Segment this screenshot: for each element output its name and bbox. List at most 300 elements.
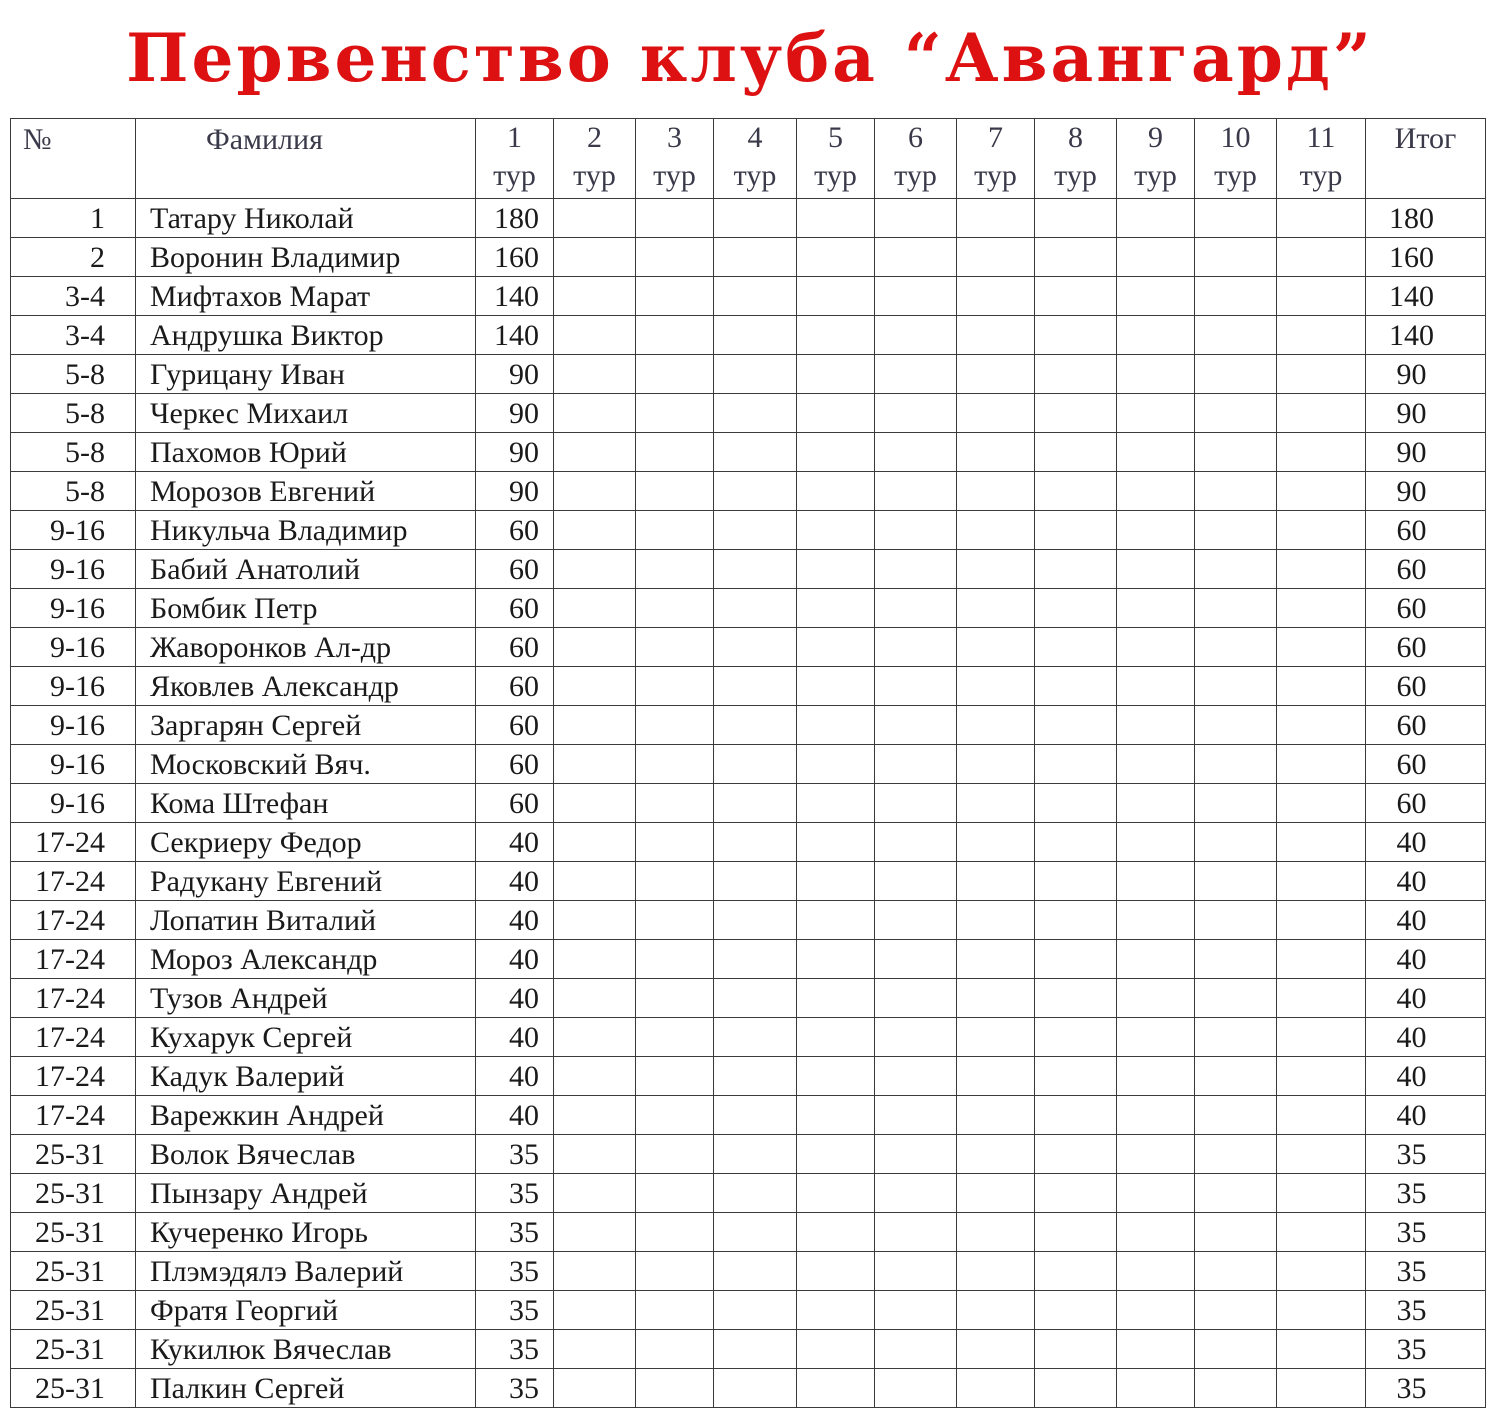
round-11-score-cell — [1277, 1057, 1366, 1096]
table-row — [11, 394, 1486, 433]
total-cell: 40 — [1366, 823, 1486, 862]
round-5-score-cell — [797, 901, 875, 940]
header-round-9 — [1117, 119, 1195, 199]
round-7-score-cell — [957, 667, 1035, 706]
table-row — [11, 238, 1486, 277]
place-cell: 17-24 — [11, 901, 136, 940]
round-7-score-cell — [957, 355, 1035, 394]
round-number: 4 — [747, 121, 763, 154]
round-1-score-cell: 40 — [476, 862, 554, 901]
round-5-score-cell — [797, 979, 875, 1018]
round-1-score-cell: 40 — [476, 979, 554, 1018]
round-1-score-cell: 60 — [476, 628, 554, 667]
place-cell: 2 — [11, 238, 136, 277]
place-cell: 25-31 — [11, 1369, 136, 1408]
table-row — [11, 355, 1486, 394]
round-7-score-cell — [957, 238, 1035, 277]
round-5-score-cell — [797, 1330, 875, 1369]
round-9-score-cell — [1117, 940, 1195, 979]
name-cell: Лопатин Виталий — [136, 901, 476, 940]
round-7-score-cell — [957, 394, 1035, 433]
round-7-score-cell — [957, 589, 1035, 628]
round-8-score-cell — [1035, 940, 1117, 979]
table-header — [11, 119, 1486, 199]
round-4-score-cell — [714, 355, 797, 394]
round-9-score-cell — [1117, 277, 1195, 316]
header-round-4 — [714, 119, 797, 199]
round-9-score-cell — [1117, 706, 1195, 745]
round-1-score-cell: 35 — [476, 1252, 554, 1291]
round-5-score-cell — [797, 1135, 875, 1174]
round-2-score-cell — [554, 745, 636, 784]
round-11-score-cell — [1277, 277, 1366, 316]
round-7-score-cell — [957, 823, 1035, 862]
round-1-score-cell: 40 — [476, 1096, 554, 1135]
round-8-score-cell — [1035, 1057, 1117, 1096]
round-3-score-cell — [636, 1018, 714, 1057]
name-cell: Яковлев Александр — [136, 667, 476, 706]
round-2-score-cell — [554, 355, 636, 394]
round-3-score-cell — [636, 745, 714, 784]
round-7-score-cell — [957, 1174, 1035, 1213]
header-surname: Фамилия — [136, 119, 476, 199]
name-cell: Варежкин Андрей — [136, 1096, 476, 1135]
total-cell: 35 — [1366, 1135, 1486, 1174]
round-7-score-cell — [957, 199, 1035, 238]
round-10-score-cell — [1195, 433, 1277, 472]
round-1-score-cell: 140 — [476, 316, 554, 355]
total-cell: 60 — [1366, 589, 1486, 628]
round-10-score-cell — [1195, 238, 1277, 277]
round-11-score-cell — [1277, 1291, 1366, 1330]
round-8-score-cell — [1035, 1291, 1117, 1330]
table-row — [11, 316, 1486, 355]
round-5-score-cell — [797, 316, 875, 355]
round-9-score-cell — [1117, 745, 1195, 784]
table-row — [11, 1252, 1486, 1291]
round-11-score-cell — [1277, 862, 1366, 901]
place-cell: 25-31 — [11, 1135, 136, 1174]
round-4-score-cell — [714, 901, 797, 940]
round-6-score-cell — [875, 1369, 957, 1408]
table-row — [11, 1057, 1486, 1096]
round-2-score-cell — [554, 394, 636, 433]
round-10-score-cell — [1195, 355, 1277, 394]
round-5-score-cell — [797, 940, 875, 979]
header-round-5 — [797, 119, 875, 199]
place-cell: 17-24 — [11, 979, 136, 1018]
round-7-score-cell — [957, 1369, 1035, 1408]
round-8-score-cell — [1035, 706, 1117, 745]
name-cell: Плэмэдялэ Валерий — [136, 1252, 476, 1291]
name-cell: Тузов Андрей — [136, 979, 476, 1018]
round-10-score-cell — [1195, 1213, 1277, 1252]
round-4-score-cell — [714, 1291, 797, 1330]
round-9-score-cell — [1117, 511, 1195, 550]
round-5-score-cell — [797, 784, 875, 823]
round-3-score-cell — [636, 199, 714, 238]
round-suffix: тур — [1134, 159, 1177, 192]
round-10-score-cell — [1195, 1135, 1277, 1174]
round-10-score-cell — [1195, 823, 1277, 862]
round-6-score-cell — [875, 238, 957, 277]
round-8-score-cell — [1035, 901, 1117, 940]
table-row — [11, 1135, 1486, 1174]
total-cell: 160 — [1366, 238, 1486, 277]
total-cell: 140 — [1366, 316, 1486, 355]
round-10-score-cell — [1195, 550, 1277, 589]
header-row — [11, 119, 1486, 199]
round-3-score-cell — [636, 1135, 714, 1174]
round-2-score-cell — [554, 1057, 636, 1096]
round-6-score-cell — [875, 1057, 957, 1096]
round-7-score-cell — [957, 316, 1035, 355]
round-1-score-cell: 35 — [476, 1174, 554, 1213]
round-7-score-cell — [957, 940, 1035, 979]
place-cell: 25-31 — [11, 1174, 136, 1213]
round-7-score-cell — [957, 1291, 1035, 1330]
round-11-score-cell — [1277, 1213, 1366, 1252]
round-2-score-cell — [554, 1174, 636, 1213]
round-10-score-cell — [1195, 1291, 1277, 1330]
table-row — [11, 628, 1486, 667]
round-1-score-cell: 60 — [476, 745, 554, 784]
round-1-score-cell: 60 — [476, 511, 554, 550]
table-row — [11, 1174, 1486, 1213]
place-cell: 25-31 — [11, 1213, 136, 1252]
place-cell: 9-16 — [11, 589, 136, 628]
round-4-score-cell — [714, 433, 797, 472]
round-4-score-cell — [714, 1174, 797, 1213]
table-row — [11, 472, 1486, 511]
round-11-score-cell — [1277, 940, 1366, 979]
round-2-score-cell — [554, 823, 636, 862]
name-cell: Пахомов Юрий — [136, 433, 476, 472]
round-4-score-cell — [714, 511, 797, 550]
round-4-score-cell — [714, 940, 797, 979]
round-2-score-cell — [554, 316, 636, 355]
total-cell: 90 — [1366, 472, 1486, 511]
round-11-score-cell — [1277, 199, 1366, 238]
round-5-score-cell — [797, 1252, 875, 1291]
round-6-score-cell — [875, 199, 957, 238]
round-11-score-cell — [1277, 550, 1366, 589]
round-number: 2 — [587, 121, 602, 154]
table-row — [11, 901, 1486, 940]
round-suffix: тур — [1054, 159, 1097, 192]
round-10-score-cell — [1195, 706, 1277, 745]
round-3-score-cell — [636, 1057, 714, 1096]
round-9-score-cell — [1117, 1057, 1195, 1096]
round-11-score-cell — [1277, 745, 1366, 784]
round-10-score-cell — [1195, 745, 1277, 784]
total-cell: 35 — [1366, 1174, 1486, 1213]
round-3-score-cell — [636, 1330, 714, 1369]
table-row — [11, 277, 1486, 316]
round-1-score-cell: 90 — [476, 472, 554, 511]
header-total-label: Итог — [1394, 122, 1457, 155]
round-9-score-cell — [1117, 472, 1195, 511]
round-5-score-cell — [797, 706, 875, 745]
round-11-score-cell — [1277, 1174, 1366, 1213]
round-number: 1 — [507, 121, 522, 154]
round-11-score-cell — [1277, 823, 1366, 862]
round-1-score-cell: 40 — [476, 940, 554, 979]
round-10-score-cell — [1195, 511, 1277, 550]
round-2-score-cell — [554, 1213, 636, 1252]
round-8-score-cell — [1035, 433, 1117, 472]
round-11-score-cell — [1277, 394, 1366, 433]
name-cell: Секриеру Федор — [136, 823, 476, 862]
round-8-score-cell — [1035, 589, 1117, 628]
name-cell: Татару Николай — [136, 199, 476, 238]
round-4-score-cell — [714, 745, 797, 784]
total-cell: 35 — [1366, 1330, 1486, 1369]
round-8-score-cell — [1035, 1018, 1117, 1057]
round-8-score-cell — [1035, 1330, 1117, 1369]
header-round-7 — [957, 119, 1035, 199]
round-11-score-cell — [1277, 1369, 1366, 1408]
total-cell: 90 — [1366, 394, 1486, 433]
round-3-score-cell — [636, 901, 714, 940]
round-4-score-cell — [714, 589, 797, 628]
round-3-score-cell — [636, 1291, 714, 1330]
round-7-score-cell — [957, 706, 1035, 745]
round-10-score-cell — [1195, 589, 1277, 628]
total-cell: 90 — [1366, 433, 1486, 472]
round-1-score-cell: 140 — [476, 277, 554, 316]
table-row — [11, 784, 1486, 823]
round-6-score-cell — [875, 1291, 957, 1330]
round-10-score-cell — [1195, 862, 1277, 901]
round-1-score-cell: 60 — [476, 589, 554, 628]
round-3-score-cell — [636, 1213, 714, 1252]
round-6-score-cell — [875, 979, 957, 1018]
round-6-score-cell — [875, 277, 957, 316]
header-number: № — [11, 119, 136, 199]
place-cell: 17-24 — [11, 823, 136, 862]
round-9-score-cell — [1117, 316, 1195, 355]
round-2-score-cell — [554, 979, 636, 1018]
name-cell: Фратя Георгий — [136, 1291, 476, 1330]
round-number: 3 — [667, 121, 682, 154]
round-4-score-cell — [714, 472, 797, 511]
round-11-score-cell — [1277, 1096, 1366, 1135]
round-3-score-cell — [636, 628, 714, 667]
round-2-score-cell — [554, 550, 636, 589]
round-6-score-cell — [875, 1135, 957, 1174]
round-3-score-cell — [636, 1174, 714, 1213]
round-5-score-cell — [797, 472, 875, 511]
round-10-score-cell — [1195, 316, 1277, 355]
round-5-score-cell — [797, 1096, 875, 1135]
round-1-score-cell: 40 — [476, 823, 554, 862]
table-row — [11, 589, 1486, 628]
round-4-score-cell — [714, 784, 797, 823]
round-3-score-cell — [636, 940, 714, 979]
round-number: 6 — [908, 121, 923, 154]
round-11-score-cell — [1277, 901, 1366, 940]
name-cell: Бабий Анатолий — [136, 550, 476, 589]
round-5-score-cell — [797, 433, 875, 472]
round-2-score-cell — [554, 238, 636, 277]
round-4-score-cell — [714, 238, 797, 277]
round-suffix: тур — [814, 159, 857, 192]
total-cell: 40 — [1366, 940, 1486, 979]
round-4-score-cell — [714, 550, 797, 589]
place-cell: 9-16 — [11, 667, 136, 706]
round-10-score-cell — [1195, 1252, 1277, 1291]
round-9-score-cell — [1117, 1135, 1195, 1174]
round-6-score-cell — [875, 1018, 957, 1057]
round-9-score-cell — [1117, 355, 1195, 394]
round-9-score-cell — [1117, 1018, 1195, 1057]
total-cell: 35 — [1366, 1291, 1486, 1330]
place-cell: 3-4 — [11, 277, 136, 316]
total-cell: 60 — [1366, 628, 1486, 667]
round-6-score-cell — [875, 394, 957, 433]
round-11-score-cell — [1277, 628, 1366, 667]
round-5-score-cell — [797, 1174, 875, 1213]
round-3-score-cell — [636, 589, 714, 628]
table-row — [11, 511, 1486, 550]
round-7-score-cell — [957, 1135, 1035, 1174]
round-1-score-cell: 60 — [476, 667, 554, 706]
total-cell: 180 — [1366, 199, 1486, 238]
place-cell: 9-16 — [11, 628, 136, 667]
table-row — [11, 1213, 1486, 1252]
table-row — [11, 979, 1486, 1018]
round-2-score-cell — [554, 940, 636, 979]
round-6-score-cell — [875, 550, 957, 589]
round-3-score-cell — [636, 1369, 714, 1408]
table-row — [11, 433, 1486, 472]
round-3-score-cell — [636, 1252, 714, 1291]
total-cell: 35 — [1366, 1369, 1486, 1408]
place-cell: 9-16 — [11, 706, 136, 745]
place-cell: 5-8 — [11, 472, 136, 511]
header-round-1 — [476, 119, 554, 199]
table-row — [11, 550, 1486, 589]
round-10-score-cell — [1195, 1174, 1277, 1213]
round-2-score-cell — [554, 1096, 636, 1135]
round-2-score-cell — [554, 1018, 636, 1057]
round-7-score-cell — [957, 1252, 1035, 1291]
round-2-score-cell — [554, 1252, 636, 1291]
round-8-score-cell — [1035, 1174, 1117, 1213]
name-cell: Жаворонков Ал-др — [136, 628, 476, 667]
round-8-score-cell — [1035, 511, 1117, 550]
round-3-score-cell — [636, 784, 714, 823]
round-2-score-cell — [554, 1330, 636, 1369]
name-cell: Гурицану Иван — [136, 355, 476, 394]
round-8-score-cell — [1035, 277, 1117, 316]
round-6-score-cell — [875, 745, 957, 784]
round-1-score-cell: 90 — [476, 433, 554, 472]
name-cell: Кухарук Сергей — [136, 1018, 476, 1057]
total-cell: 40 — [1366, 1018, 1486, 1057]
total-cell: 40 — [1366, 1057, 1486, 1096]
round-2-score-cell — [554, 1135, 636, 1174]
round-3-score-cell — [636, 823, 714, 862]
round-1-score-cell: 90 — [476, 355, 554, 394]
round-3-score-cell — [636, 394, 714, 433]
round-4-score-cell — [714, 1135, 797, 1174]
round-7-score-cell — [957, 745, 1035, 784]
name-cell: Кукилюк Вячеслав — [136, 1330, 476, 1369]
round-8-score-cell — [1035, 784, 1117, 823]
round-5-score-cell — [797, 862, 875, 901]
header-round-6 — [875, 119, 957, 199]
round-4-score-cell — [714, 979, 797, 1018]
name-cell: Кучеренко Игорь — [136, 1213, 476, 1252]
total-cell: 60 — [1366, 511, 1486, 550]
round-10-score-cell — [1195, 1057, 1277, 1096]
round-8-score-cell — [1035, 1252, 1117, 1291]
total-cell: 140 — [1366, 277, 1486, 316]
round-3-score-cell — [636, 667, 714, 706]
round-5-score-cell — [797, 628, 875, 667]
round-2-score-cell — [554, 1291, 636, 1330]
round-11-score-cell — [1277, 1018, 1366, 1057]
table-row — [11, 823, 1486, 862]
round-6-score-cell — [875, 628, 957, 667]
round-3-score-cell — [636, 862, 714, 901]
round-5-score-cell — [797, 823, 875, 862]
round-4-score-cell — [714, 1213, 797, 1252]
place-cell: 5-8 — [11, 394, 136, 433]
round-suffix: тур — [493, 159, 536, 192]
header-round-8 — [1035, 119, 1117, 199]
name-cell: Волок Вячеслав — [136, 1135, 476, 1174]
round-3-score-cell — [636, 511, 714, 550]
place-cell: 17-24 — [11, 1096, 136, 1135]
place-cell: 17-24 — [11, 1018, 136, 1057]
round-1-score-cell: 90 — [476, 394, 554, 433]
name-cell: Мороз Александр — [136, 940, 476, 979]
round-5-score-cell — [797, 1369, 875, 1408]
round-9-score-cell — [1117, 238, 1195, 277]
round-10-score-cell — [1195, 784, 1277, 823]
round-10-score-cell — [1195, 940, 1277, 979]
round-2-score-cell — [554, 199, 636, 238]
name-cell: Кадук Валерий — [136, 1057, 476, 1096]
round-4-score-cell — [714, 1018, 797, 1057]
round-6-score-cell — [875, 823, 957, 862]
round-10-score-cell — [1195, 1018, 1277, 1057]
round-11-score-cell — [1277, 238, 1366, 277]
round-7-score-cell — [957, 1330, 1035, 1369]
round-8-score-cell — [1035, 472, 1117, 511]
round-6-score-cell — [875, 1252, 957, 1291]
round-8-score-cell — [1035, 979, 1117, 1018]
total-cell: 60 — [1366, 706, 1486, 745]
round-3-score-cell — [636, 706, 714, 745]
name-cell: Кома Штефан — [136, 784, 476, 823]
round-3-score-cell — [636, 238, 714, 277]
round-3-score-cell — [636, 1096, 714, 1135]
name-cell: Бомбик Петр — [136, 589, 476, 628]
round-1-score-cell: 60 — [476, 706, 554, 745]
round-2-score-cell — [554, 901, 636, 940]
table-row — [11, 1330, 1486, 1369]
round-5-score-cell — [797, 277, 875, 316]
table-row — [11, 199, 1486, 238]
total-cell: 35 — [1366, 1252, 1486, 1291]
round-suffix: тур — [653, 159, 696, 192]
place-cell: 9-16 — [11, 550, 136, 589]
round-number: 9 — [1148, 121, 1163, 154]
